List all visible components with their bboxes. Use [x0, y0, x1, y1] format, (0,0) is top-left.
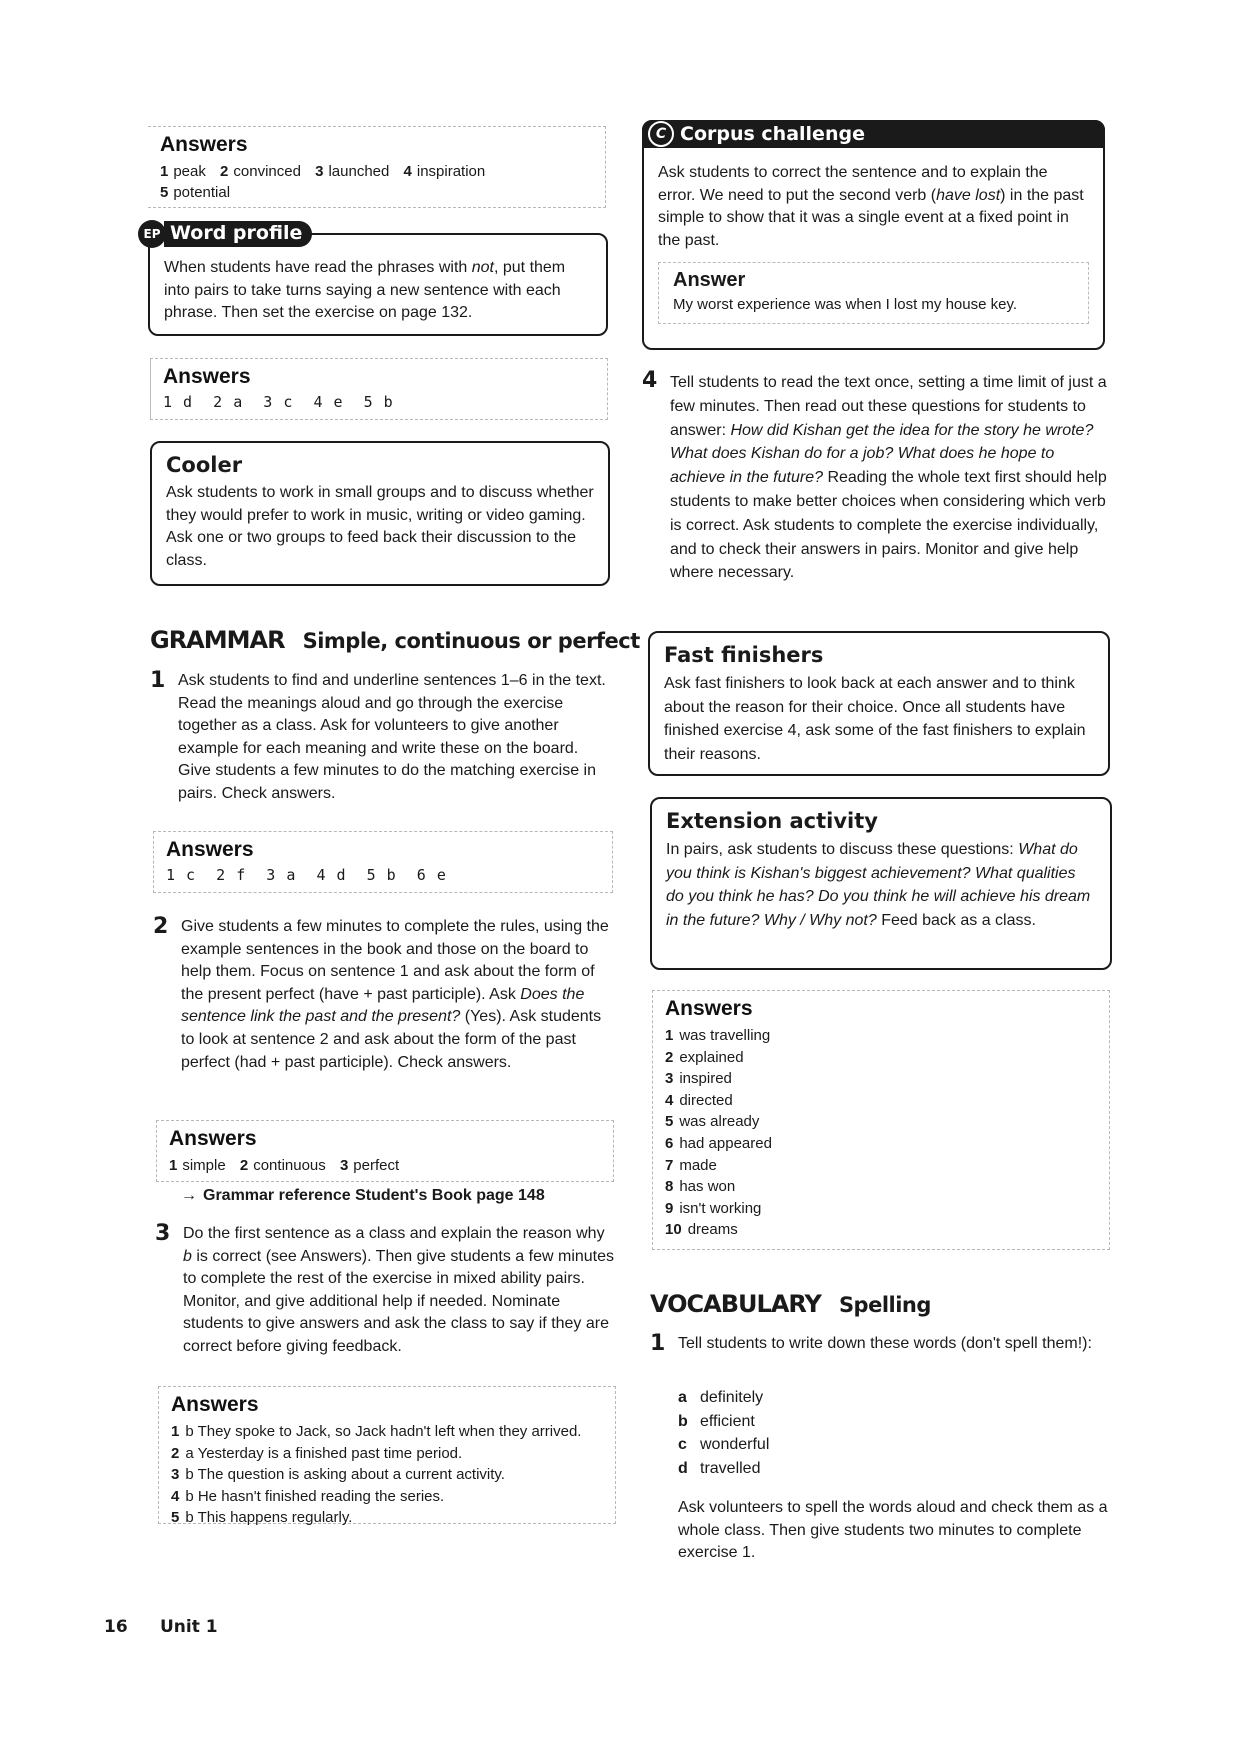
answers-box-two	[150, 358, 608, 420]
cooler-box	[150, 441, 610, 586]
extension-activity-box	[650, 797, 1112, 970]
list-item: 5 was already	[665, 1113, 760, 1131]
grammar-reference	[181, 1187, 545, 1205]
list-item: 8 has won	[665, 1178, 736, 1196]
fast-finishers-box	[648, 631, 1110, 776]
word-profile-box	[148, 233, 608, 336]
answers-heading: Answers	[166, 838, 254, 861]
list-item: a definitely	[678, 1389, 764, 1406]
cooler-text: Ask students to work in small groups and to discuss whether they would prefer to work in music, writing or video gaming. Ask one or two groups to feed back their discussion to the class.	[166, 484, 594, 569]
vocabulary-title: VOCABULARY	[650, 1290, 821, 1318]
grammar-reference-text: Grammar reference Student's Book page 148	[203, 1187, 545, 1204]
answers-heading: Answers	[163, 365, 251, 388]
corpus-challenge-box	[642, 120, 1105, 350]
list-item: 6 had appeared	[665, 1134, 772, 1152]
word-profile-text: When students have read the phrases with not, put them into pairs to take turns saying a new sentence with each phrase. Then set the exercise on page 132.	[164, 259, 566, 321]
grammar-heading	[150, 626, 640, 654]
exercise-text: Do the first sentence as a class and explain the reason why b is correct (see Answers). Then give students a few minutes to complete the rest of the exercise in mixed ability pairs. Monitor, and give additional help if needed. Nominate students to give answers and ask the class to say if they are correct before giving feedback.	[183, 1225, 615, 1355]
corpus-challenge-text: Ask students to correct the sentence and to explain the error. We need to put the second verb (have lost) in the past simple to show that it was a single event at a fixed point in the past.	[658, 164, 1084, 249]
list-item: 4 b He hasn't finished reading the series.	[171, 1487, 445, 1505]
answers-line: 1 d 2 a 3 c 4 e 5 b	[163, 393, 394, 411]
list-item: 2 a Yesterday is a finished past time period.	[171, 1444, 463, 1462]
vocabulary-heading	[650, 1290, 931, 1318]
corpus-c-icon: C	[648, 121, 674, 147]
word-list	[678, 1386, 769, 1480]
word-profile-banner	[138, 220, 312, 248]
list-item: b efficient	[678, 1412, 755, 1430]
arrow-icon: →	[181, 1187, 197, 1204]
exercise-number: 3	[155, 1221, 171, 1246]
exercise-number: 1	[650, 1331, 666, 1356]
answers-line: 1 c 2 f 3 a 4 d 5 b 6 e	[166, 866, 447, 884]
answers-heading: Answers	[169, 1127, 257, 1150]
word-profile-title: Word profile	[164, 221, 312, 247]
corpus-answer-box	[658, 262, 1089, 324]
answers-list: 1 simple 2 continuous 3 perfect	[169, 1157, 400, 1174]
extension-title: Extension activity	[666, 809, 878, 833]
list-item: 1 b They spoke to Jack, so Jack hadn't left when they arrived.	[171, 1423, 582, 1440]
answers-list: 1 peak 2 convinced 3 launched 4 inspiration 5 potential	[160, 163, 486, 201]
exercise-text: Tell students to read the text once, setting a time limit of just a few minutes. Then read out these questions for students to answer: How did Kishan get the idea for the story he wrote? What does Kishan do for a job? What does he hope to achieve in the future? Reading the whole text first should help students to make better choices when considering which verb is correct. Ask students to complete the exercise individually, and to check their answers in pairs. Monitor and give help where necessary.	[670, 374, 1107, 582]
answers-list	[665, 1025, 1097, 1241]
exercise-text: Tell students to write down these words (don't spell them!):	[678, 1335, 1092, 1352]
page-number: 16	[104, 1617, 128, 1637]
answers-heading: Answers	[665, 997, 753, 1020]
grammar-title: GRAMMAR	[150, 626, 285, 654]
answers-box-three	[153, 831, 613, 893]
list-item: 5 b This happens regularly.	[171, 1509, 353, 1527]
list-item: 9 isn't working	[665, 1199, 762, 1217]
answers-box-five	[158, 1386, 616, 1527]
grammar-subtitle: Simple, continuous or perfect	[302, 629, 640, 653]
exercise-text: Give students a few minutes to complete the rules, using the example sentences in the book and those on the board to help them. Focus on sentence 1 and ask about the form of the present perfect (have + past participle). Ask Does the sentence link the past and the present? (Yes). Ask students to look at sentence 2 and ask about the form of the past perfect (had + past participle). Check answers.	[181, 918, 609, 1071]
cooler-title: Cooler	[166, 453, 243, 477]
extension-text: In pairs, ask students to discuss these questions: What do you think is Kishan's biggest achievement? What qualities do you think he has? Do you think he will achieve his dream in the future? Why / Why not? Feed back as a class.	[666, 841, 1091, 929]
exercise-number: 1	[150, 668, 166, 693]
fast-finishers-text: Ask fast finishers to look back at each answer and to think about the reason for their choice. Once all students have finished exercise 4, ask some of the fast finishers to explain their reasons.	[664, 675, 1086, 763]
list-item: c wonderful	[678, 1436, 770, 1453]
vocabulary-subtitle: Spelling	[838, 1293, 931, 1317]
answers-box-six	[652, 990, 1110, 1250]
answers-box-top	[148, 126, 606, 208]
ep-badge: EP	[138, 220, 166, 248]
corpus-challenge-banner	[642, 120, 1105, 148]
corpus-challenge-title: Corpus challenge	[680, 123, 865, 145]
answers-box-four	[156, 1120, 614, 1182]
exercise-follow-up-text: Ask volunteers to spell the words aloud and check them as a whole class. Then give students two minutes to complete exercise 1.	[678, 1499, 1108, 1562]
unit-label: Unit 1	[160, 1617, 218, 1637]
exercise-number: 4	[642, 368, 658, 393]
corpus-answer-heading: Answer	[673, 269, 746, 291]
list-item: 1 was travelling	[665, 1027, 771, 1044]
corpus-answer-text: My worst experience was when I lost my house key.	[673, 296, 1018, 313]
exercise-text: Ask students to find and underline sentences 1–6 in the text. Read the meanings aloud and go through the exercise together as a class. Ask for volunteers to give another example for each meaning and write these on the board. Give students a few minutes to do the matching exercise in pairs. Check answers.	[178, 672, 606, 802]
exercise-number: 2	[153, 914, 169, 939]
list-item: 2 explained	[665, 1048, 744, 1066]
list-item: d travelled	[678, 1459, 761, 1477]
list-item: 4 directed	[665, 1091, 733, 1109]
answers-heading: Answers	[160, 133, 248, 156]
answers-heading: Answers	[171, 1393, 259, 1416]
fast-finishers-title: Fast finishers	[664, 643, 824, 667]
answers-list	[171, 1421, 603, 1529]
list-item: 10 dreams	[665, 1221, 738, 1239]
list-item: 3 b The question is asking about a current activity.	[171, 1466, 505, 1484]
list-item: 7 made	[665, 1156, 717, 1174]
list-item: 3 inspired	[665, 1070, 732, 1088]
